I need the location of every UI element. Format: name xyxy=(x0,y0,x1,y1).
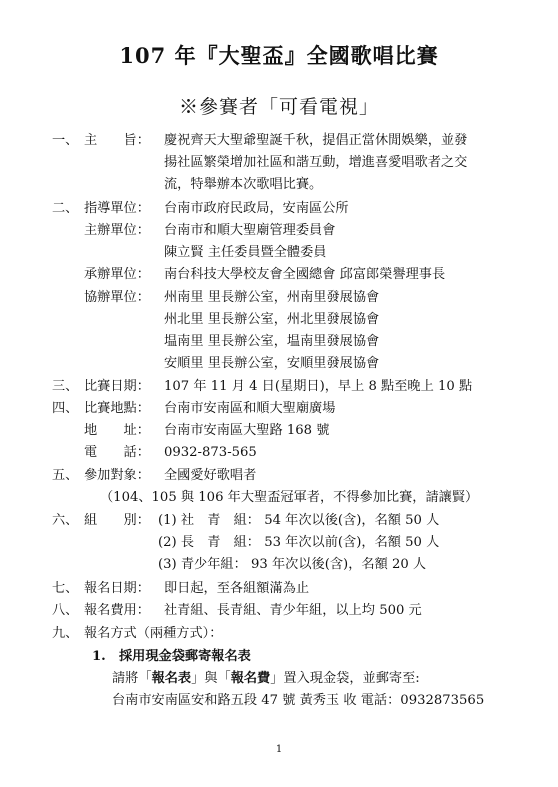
venue-label: 比賽地點： xyxy=(84,401,150,416)
participants-label: 參加對象： xyxy=(84,468,150,483)
section-1-number: 一、 xyxy=(52,133,79,148)
phone-value: 0932-873-565 xyxy=(164,445,257,460)
guide-unit-label: 指導單位： xyxy=(84,201,150,216)
participants-note: （104、105 與 106 年大聖盃冠軍者，不得參加比賽，請讓賢） xyxy=(100,490,479,505)
section-1-line: 流，特舉辦本次歌唱比賽。 xyxy=(164,177,323,192)
host-unit-line: 陳立賢 主任委員暨全體委員 xyxy=(164,245,327,260)
co-unit-line: 塭南里 里長辦公室，塭南里發展協會 xyxy=(164,334,380,349)
section-5-number: 五、 xyxy=(52,468,79,483)
participants-value: 全國愛好歌唱者 xyxy=(164,468,257,483)
groups-label: 組 別： xyxy=(84,513,150,528)
registration-method-label: 報名方式（兩種方式）： xyxy=(84,626,223,641)
method-1-heading: 1. 採用現金袋郵寄報名表 xyxy=(92,649,251,664)
date-label: 比賽日期： xyxy=(84,379,150,394)
co-unit-line: 州南里 里長辦公室，州南里發展協會 xyxy=(164,290,380,305)
page-number: 1 xyxy=(275,744,283,755)
registration-date-label: 報名日期： xyxy=(84,581,150,596)
co-unit-label: 協辦單位： xyxy=(84,290,150,305)
section-7-number: 七、 xyxy=(52,581,79,596)
registration-date-value: 即日起，至各組額滿為止 xyxy=(164,581,310,596)
section-6-number: 六、 xyxy=(52,513,79,528)
group-item: (1) 社 青 組： 54 年次以後(含)，名額 50 人 xyxy=(158,513,440,528)
organizer-unit-label: 承辦單位： xyxy=(84,267,150,282)
address-label: 地 址： xyxy=(84,423,150,438)
registration-fee-label: 報名費用： xyxy=(84,603,150,618)
address-value: 台南市安南區大聖路 168 號 xyxy=(164,423,330,438)
document-subtitle: ※參賽者「可看電視」 xyxy=(178,96,379,118)
section-2-number: 二、 xyxy=(52,201,79,216)
section-8-number: 八、 xyxy=(52,603,79,618)
co-unit-line: 州北里 里長辦公室，州北里發展協會 xyxy=(164,312,380,327)
group-item: (2) 長 青 組： 53 年次以前(含)，名額 50 人 xyxy=(158,535,440,550)
method-1-instruction xyxy=(112,670,420,688)
host-unit-line: 台南市和順大聖廟管理委員會 xyxy=(164,223,336,238)
document-title: 107 年『大聖盃』全國歌唱比賽 xyxy=(119,43,439,68)
instruction-text: 」置入現金袋，並郵寄至: xyxy=(270,671,420,686)
section-4-number: 四、 xyxy=(52,401,79,416)
venue-value: 台南市安南區和順大聖廟廣場 xyxy=(164,401,336,416)
organizer-unit-value: 南台科技大學校友會全國總會 邱富郎榮譽理事長 xyxy=(164,267,446,282)
section-1-line: 慶祝齊天大聖爺聖誕千秋，提倡正當休閒娛樂，並發 xyxy=(164,133,468,148)
registration-form-term: 報名表 xyxy=(151,671,192,686)
instruction-text: 」與「 xyxy=(191,671,231,686)
section-3-number: 三、 xyxy=(52,379,79,394)
registration-fee-term: 報名費 xyxy=(230,671,271,686)
group-item: (3) 青少年組： 93 年次以後(含)，名額 20 人 xyxy=(158,557,427,572)
date-value: 107 年 11 月 4 日(星期日)，早上 8 點至晚上 10 點 xyxy=(164,379,473,394)
instruction-text: 請將「 xyxy=(112,671,152,686)
mailing-address: 台南市安南區安和路五段 47 號 黃秀玉 收 電話：0932873565 xyxy=(112,693,485,708)
phone-label: 電 話： xyxy=(84,445,150,460)
section-1-line: 揚社區繁榮增加社區和諧互動，增進喜愛唱歌者之交 xyxy=(164,155,468,170)
section-9-number: 九、 xyxy=(52,626,79,641)
registration-fee-value: 社青組、長青組、青少年組，以上均 500 元 xyxy=(164,603,422,618)
host-unit-label: 主辦單位： xyxy=(84,223,150,238)
section-1-label: 主 旨： xyxy=(84,133,150,148)
co-unit-line: 安順里 里長辦公室，安順里發展協會 xyxy=(164,356,380,371)
guide-unit-value: 台南市政府民政局，安南區公所 xyxy=(164,201,349,216)
